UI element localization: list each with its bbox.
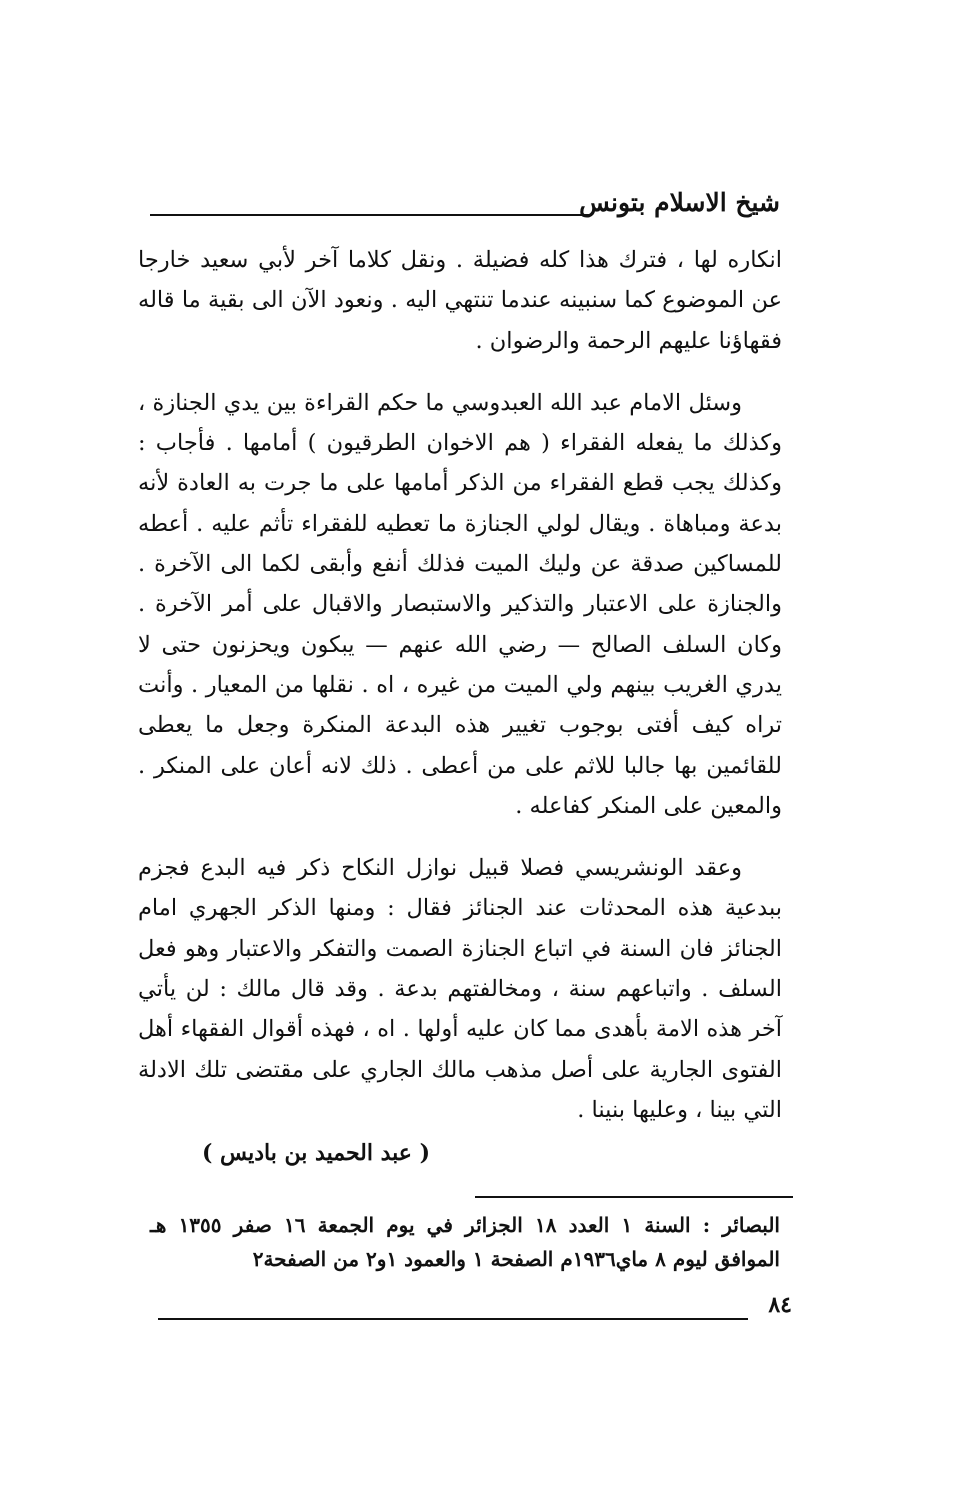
- paragraph-3: وعقد الونشريسي فصلا قبيل نوازل النكاح ذكر فيه البدع فجزم ببدعية هذه المحدثات عند الجنائز فقال : ومنها الذكر الجهري امام الجنائز فان السنة في اتباع الجنازة الصمت والتفكر والاعتبار وهو فعل السلف . واتباعهم سنة ، ومخالفتهم بدعة . وقد قال مالك : لن يأتي آخر هذه الامة بأهدى مما كان عليه أولها . اه ، فهذه أقوال الفقهاء أهل الفتوى الجارية على أصل مذهب مالك الجاري على مقتضى تلك الادلة التي بينا ، وعليها بنينا .: [138, 855, 782, 1123]
- running-header-title: شيخ الاسلام بتونس: [579, 188, 780, 217]
- footnote-rule: [475, 1196, 793, 1198]
- paragraph-2: وسئل الامام عبد الله العبدوسي ما حكم القراءة بين يدي الجنازة ، وكذلك ما يفعله الفقراء ( هم الاخوان الطرقيون ) أمامها . فأجاب : وكذلك يجب قطع الفقراء من الذكر أمامها على ما جرت به العادة لأنه بدعة ومباهاة . ويقال لولي الجنازة ما تعطيه للفقراء تأثم عليه . أعطه للمساكين صدقة عن وليك الميت فذلك أنفع وأبقى لكما الى الآخرة . والجنازة على الاعتبار والتذكير والاستبصار والاقبال على أمر الآخرة . وكان السلف الصالح — رضي الله عنهم — يبكون ويحزنون حتى لا يدري الغريب بينهم ولي الميت من غيره ، اه . نقلها من المعيار . وأنت تراه كيف أفتى بوجوب تغيير هذه البدعة المنكرة وجعل ما يعطى للقائمين بها جالبا للاثم على من أعطى . ذلك لانه أعان على المنكر . والمعين على المنكر كفاعله .: [138, 389, 782, 819]
- author-signature: ( عبد الحميد بن باديس ): [201, 1140, 430, 1166]
- running-header: [150, 188, 780, 217]
- main-text: [138, 240, 782, 1130]
- page-number: ٨٤: [768, 1292, 792, 1318]
- source-footnote: البصائر : السنة ١ العدد ١٨ الجزائر في يوم الجمعة ١٦ صفر ١٣٥٥ هـ الموافق ليوم ٨ ماي١٩٣٦م الصفحة ١ والعمود ١و٢ من الصفحة٢: [150, 1213, 780, 1271]
- paragraph-1: انكاره لها ، فترك هذا كله فضيلة . ونقل كلاما آخر لأبي سعيد خارجا عن الموضوع كما سنبينه عندما تنتهي اليه . ونعود الآن الى بقية ما قاله فقهاؤنا عليهم الرحمة والرضوان .: [138, 247, 782, 354]
- header-rule: [150, 214, 592, 216]
- footer-rule: [158, 1318, 748, 1320]
